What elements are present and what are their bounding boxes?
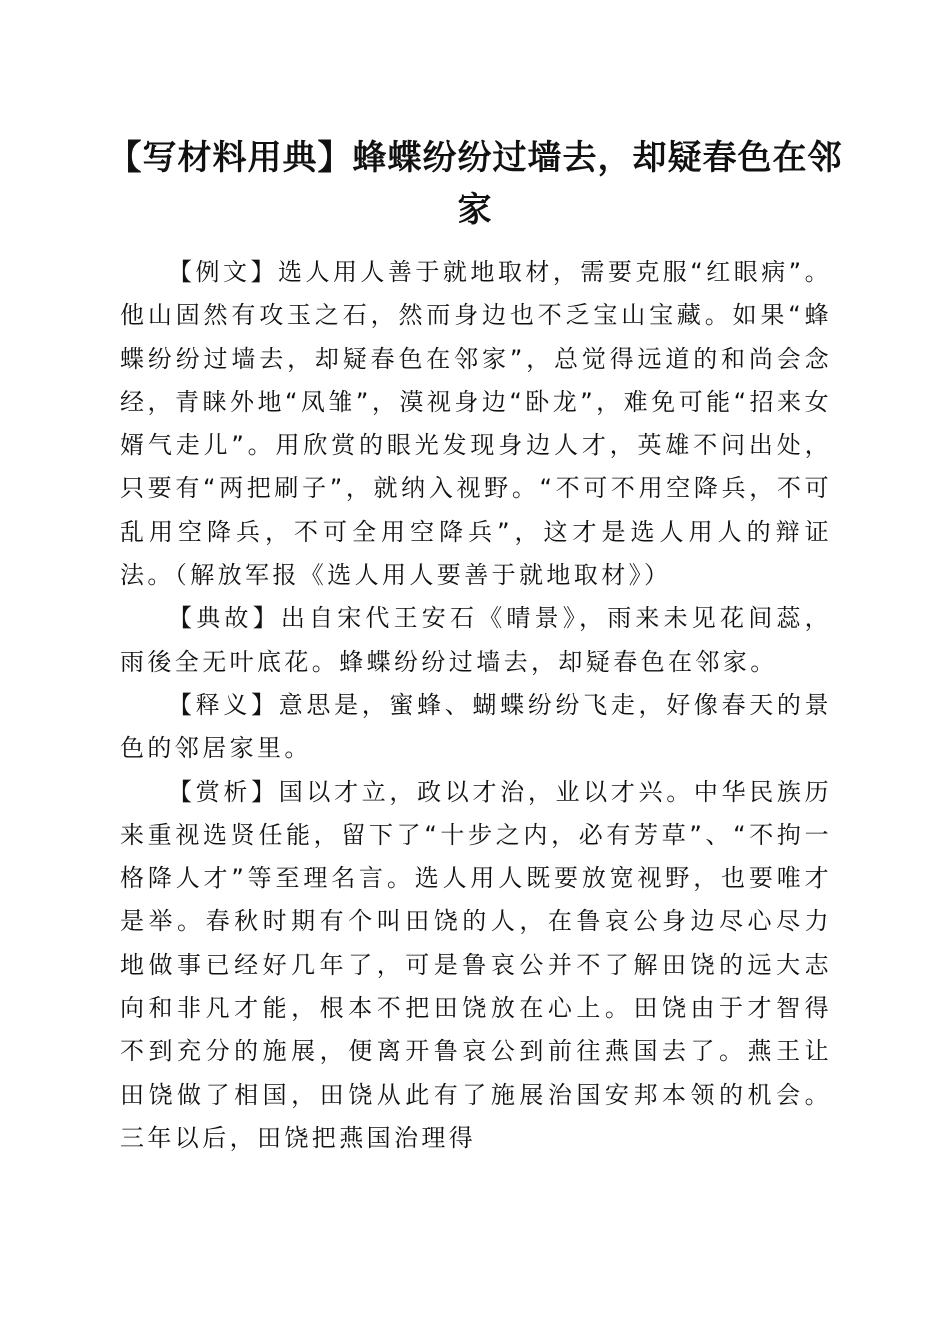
paragraph-appreciation (120, 771, 832, 1161)
paragraph-example (120, 251, 832, 597)
paragraph-text: 出自宋代王安石《晴景》，雨来未见花间蕊，雨後全无叶底花。蜂蝶纷纷过墙去，却疑春色在邻家。 (120, 604, 833, 676)
paragraph-meaning (120, 684, 832, 771)
paragraph-text: 选人用人善于就地取材，需要克服“红眼病”。他山固然有攻玉之石，然而身边也不乏宝山宝藏。如果“蜂蝶纷纷过墙去，却疑春色在邻家”，总觉得远道的和尚会念经，青睐外地“凤雏”，漠视身边“卧龙”，难免可能“招来女婿气走儿”。用欣赏的眼光发现身边人才，英雄不问出处，只要有“两把刷子”，就纳入视野。“不可不用空降兵，不可乱用空降兵，不可全用空降兵”，这才是选人用人的辩证法。（解放军报《选人用人要善于就地取材》） (120, 258, 833, 590)
paragraph-label: 【例文】 (168, 258, 278, 286)
page-title: 【写材料用典】蜂蝶纷纷过墙去，却疑春色在邻家 (107, 138, 843, 230)
paragraph-label: 【释义】 (168, 690, 279, 719)
paragraph-text: 国以才立，政以才治，业以才兴。中华民族历来重视选贤任能，留下了“十步之内，必有芳草”、“不拘一格降人才”等至理名言。选人用人既要放宽视野，也要唯才是举。春秋时期有个叫田饶的人，在鲁哀公身边尽心尽力地做事已经好几年了，可是鲁哀公并不了解田饶的远大志向和非凡才能，根本不把田饶放在心上。田饶由于才智得不到充分的施展，便离开鲁哀公到前往燕国去了。燕王让田饶做了相国，田饶从此有了施展治国安邦本领的机会。三年以后，田饶把燕国治理得 (120, 777, 832, 1152)
paragraph-label: 【典故】 (168, 604, 281, 633)
document-body (120, 251, 832, 1160)
paragraph-label: 【赏析】 (168, 777, 279, 806)
paragraph-text: 意思是，蜜蜂、蝴蝶纷纷飞走，好像春天的景色的邻居家里。 (120, 690, 832, 763)
paragraph-allusion (120, 597, 832, 684)
